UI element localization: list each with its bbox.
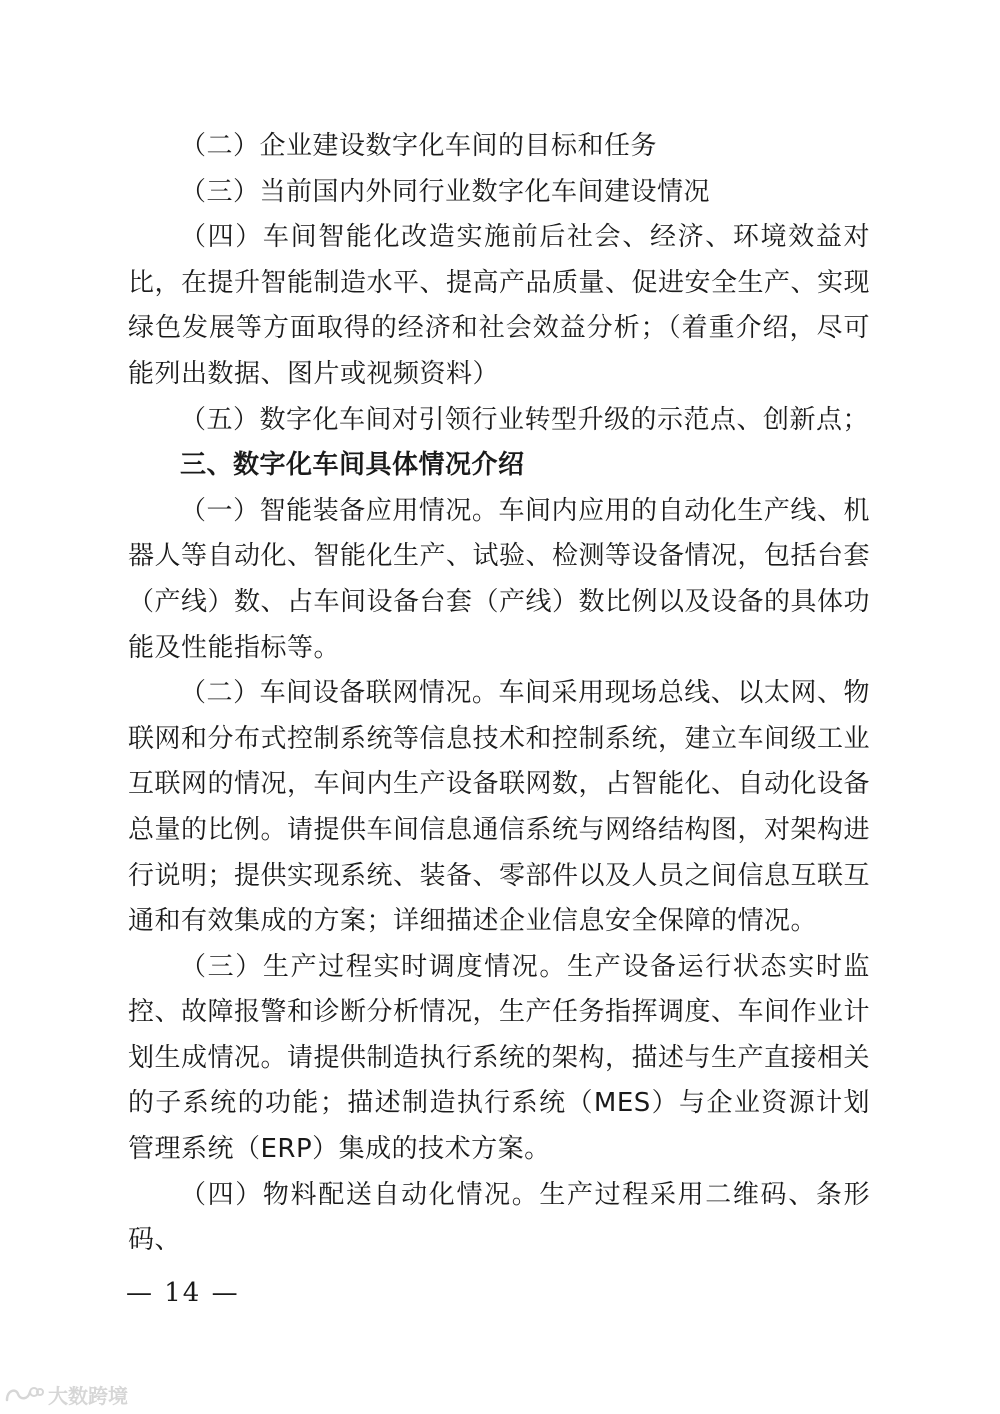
watermark bbox=[4, 1380, 128, 1409]
paragraph-networking: （二）车间设备联网情况。车间采用现场总线、以太网、物联网和分布式控制系统等信息技术和控制系统，建立车间级工业互联网的情况，车间内生产设备联网数，占智能化、自动化设备总量的比例。请提供车间信息通信系统与网络结构图，对架构进行说明；提供实现系统、装备、零部件以及人员之间信息互联互通和有效集成的方案；详细描述企业信息安全保障的情况。 bbox=[128, 678, 871, 937]
paragraph-goals: （二）企业建设数字化车间的目标和任务 bbox=[180, 131, 658, 161]
paragraph-scheduling: （三）生产过程实时调度情况。生产设备运行状态实时监控、故障报警和诊断分析情况，生产任务指挥调度、车间作业计划生成情况。请提供制造执行系统的架构，描述与生产直接相关的子系统的功能；描述制造执行系统（MES）与企业资源计划管理系统（ERP）集成的技术方案。 bbox=[128, 951, 871, 1165]
brand-logo-icon bbox=[4, 1384, 44, 1406]
paragraph-material-delivery: （四）物料配送自动化情况。生产过程采用二维码、条形码、 bbox=[128, 1179, 870, 1256]
watermark-text: 大数跨境 bbox=[48, 1384, 128, 1408]
paragraph-innovation: （五）数字化车间对引领行业转型升级的示范点、创新点； bbox=[180, 404, 870, 435]
paragraph-smart-equipment: （一）智能装备应用情况。车间内应用的自动化生产线、机器人等自动化、智能化生产、试验、检测等设备情况，包括台套（产线）数、占车间设备台套（产线）数比例以及设备的具体功能及性能指标等。 bbox=[128, 495, 871, 663]
paragraph-industry-status: （三）当前国内外同行业数字化车间建设情况 bbox=[180, 176, 711, 207]
section-heading: 三、数字化车间具体情况介绍 bbox=[180, 450, 525, 481]
page-number: — 14 — bbox=[126, 1278, 240, 1308]
document-body bbox=[128, 124, 870, 1264]
paragraph-benefits: （四）车间智能化改造实施前后社会、经济、环境效益对比，在提升智能制造水平、提高产品质量、促进安全生产、实现绿色发展等方面取得的经济和社会效益分析；（着重介绍，尽可能列出数据、图片或视频资料） bbox=[128, 222, 871, 389]
